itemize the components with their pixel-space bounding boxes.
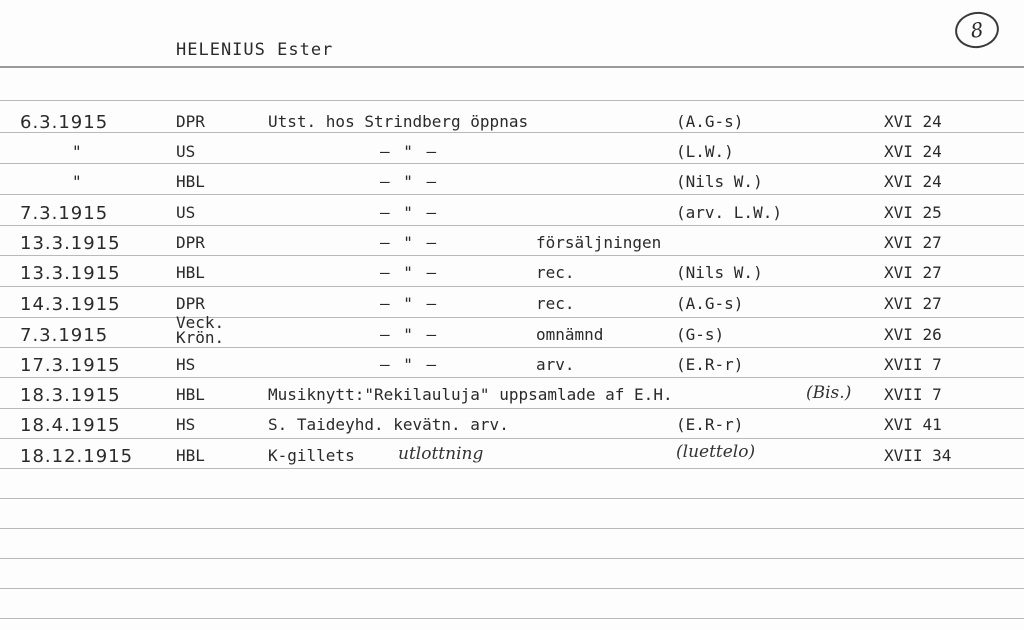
entry-paper: HBL <box>176 446 205 465</box>
entry-date: 17.3.1915 <box>20 355 121 376</box>
entry-volume: XVI 24 <box>884 112 942 131</box>
entry-paper: DPR <box>176 233 205 252</box>
entry-date: 13.3.1915 <box>20 263 121 284</box>
entry-volume: XVI 27 <box>884 263 942 282</box>
entry-note: rec. <box>536 263 575 282</box>
entry-row <box>0 233 1024 263</box>
entry-date: " <box>72 142 82 161</box>
person-name: HELENIUS Ester <box>176 40 334 60</box>
entry-volume: XVII 34 <box>884 446 952 465</box>
entry-text: S. Taideyhd. kevätn. arv. <box>268 415 509 434</box>
entry-volume: XVI 25 <box>884 203 942 222</box>
entry-text: Musiknytt:"Rekilauluja" uppsamlade af E.H. <box>268 385 673 404</box>
entry-volume: XVI 27 <box>884 233 942 252</box>
ruled-line <box>0 100 1024 101</box>
entry-volume: XVII 7 <box>884 355 942 374</box>
entry-date: 14.3.1915 <box>20 294 121 315</box>
entry-row <box>0 442 1024 476</box>
entry-note: arv. <box>536 355 575 374</box>
entry-paper: Veck. Krön. <box>176 313 225 347</box>
entry-text: – " – <box>380 325 439 344</box>
entry-row <box>0 294 1024 324</box>
entry-signature: (Bis.) <box>806 383 852 403</box>
ruled-line <box>0 588 1024 589</box>
entry-paper: HBL <box>176 172 205 191</box>
entry-date: " <box>72 172 82 191</box>
entry-paper: HBL <box>176 385 205 404</box>
entry-row <box>0 172 1024 202</box>
entry-volume: XVI 26 <box>884 325 942 344</box>
entry-date: 18.12.1915 <box>20 446 134 467</box>
entry-text: Utst. hos Strindberg öppnas <box>268 112 529 131</box>
entry-volume: XVI 27 <box>884 294 942 313</box>
entry-row <box>0 385 1024 415</box>
ruled-line <box>0 558 1024 559</box>
entry-text: – " – <box>380 263 439 282</box>
entry-signature: (arv. L.W.) <box>676 203 782 222</box>
entry-date: 6.3.1915 <box>20 112 109 133</box>
entry-signature: (L.W.) <box>676 142 734 161</box>
entry-volume: XVI 24 <box>884 172 942 191</box>
entry-signature: (Nils W.) <box>676 263 763 282</box>
ruled-line <box>0 498 1024 499</box>
entry-paper: US <box>176 203 196 222</box>
entry-date: 18.3.1915 <box>20 385 121 406</box>
entry-paper: US <box>176 142 196 161</box>
entry-paper: HBL <box>176 263 205 282</box>
entry-date: 13.3.1915 <box>20 233 121 254</box>
entry-text: – " – <box>380 142 439 161</box>
entry-row <box>0 415 1024 445</box>
entry-row <box>0 203 1024 233</box>
entry-paper: DPR <box>176 112 205 131</box>
entry-signature: (Nils W.) <box>676 172 763 191</box>
entry-volume: XVI 41 <box>884 415 942 434</box>
ruled-line <box>0 528 1024 529</box>
entry-note: rec. <box>536 294 575 313</box>
entry-paper: HS <box>176 415 196 434</box>
entry-date: 18.4.1915 <box>20 415 121 436</box>
entry-text: – " – <box>380 203 439 222</box>
entry-date: 7.3.1915 <box>20 325 109 346</box>
entry-signature: (E.R-r) <box>676 355 744 374</box>
entry-note: försäljningen <box>536 233 662 252</box>
entry-text: – " – <box>380 172 439 191</box>
entry-row <box>0 355 1024 385</box>
entry-text: K-gillets <box>268 446 355 465</box>
entry-volume: XVII 7 <box>884 385 942 404</box>
entry-text: – " – <box>380 355 439 374</box>
entry-paper: DPR <box>176 294 205 313</box>
header-rule <box>0 66 1024 68</box>
entry-row <box>0 263 1024 293</box>
entry-handwritten-note: utlottning <box>398 444 484 464</box>
card-number: 8 <box>953 9 1002 51</box>
entry-signature: (A.G-s) <box>676 294 744 313</box>
entry-paper: HS <box>176 355 196 374</box>
entry-date: 7.3.1915 <box>20 203 109 224</box>
entry-row <box>0 142 1024 172</box>
entry-signature: (E.R-r) <box>676 415 744 434</box>
entry-row <box>0 313 1024 355</box>
entry-text: – " – <box>380 294 439 313</box>
entry-signature: (A.G-s) <box>676 112 744 131</box>
ruled-line <box>0 618 1024 619</box>
entry-note: omnämnd <box>536 325 604 344</box>
entry-text: – " – <box>380 233 439 252</box>
entry-row <box>0 112 1024 142</box>
entry-volume: XVI 24 <box>884 142 942 161</box>
entry-signature: (G-s) <box>676 325 725 344</box>
entry-signature: (luettelo) <box>676 442 756 462</box>
